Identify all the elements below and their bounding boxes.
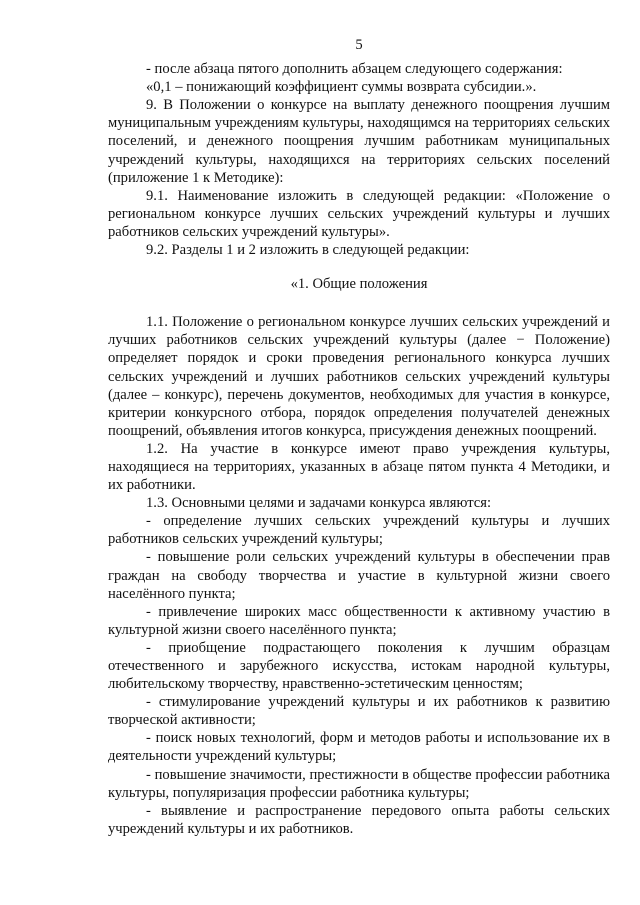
paragraph: 1.1. Положение о региональном конкурсе лучших сельских учреждений и лучших работников сельских учреждений культуры (далее − Положение) определяет порядок и сроки проведения регионального конкурса лучших сельских учреждений и лучших работников сельских учреждений культуры (далее – конкурс), перечень документов, необходимых для участия в конкурсе, критерии конкурсного отбора, порядок определения получателей денежных поощрений, объявления итогов конкурса, присуждения денежных поощрений. xyxy=(108,314,610,439)
intro-block xyxy=(108,60,610,259)
list-item: - приобщение подрастающего поколения к лучшим образцам отечественного и зарубежного искусства, истокам народной культуры, любительскому творчеству, нравственно-эстетическим ценностям; xyxy=(108,639,610,693)
paragraph: 9.1. Наименование изложить в следующей редакции: «Положение о региональном конкурсе лучших сельских учреждений культуры и лучших работников сельских учреждений культуры». xyxy=(108,187,610,240)
list-item: - повышение значимости, престижности в обществе профессии работника культуры, популяризация профессии работника культуры; xyxy=(108,766,610,801)
list-item: - поиск новых технологий, форм и методов работы и использование их в деятельности учреждений культуры; xyxy=(108,730,610,765)
paragraph: - после абзаца пятого дополнить абзацем следующего содержания: xyxy=(146,61,563,78)
section-body xyxy=(108,313,610,838)
paragraph: 9.2. Разделы 1 и 2 изложить в следующей редакции: xyxy=(146,242,470,259)
paragraph: 1.2. На участие в конкурсе имеют право учреждения культуры, находящиеся на территориях, указанных в абзаце пятом пункта 4 Методики, и их работники. xyxy=(108,440,610,494)
section-heading: «1. Общие положения xyxy=(290,276,428,293)
paragraph: 9. В Положении о конкурсе на выплату денежного поощрения лучшим муниципальным учреждениям культуры, находящимся на территориях сельских поселений, и денежного поощрения лучшим работникам муниципальных учреждений культуры, находящихся на территориях сельских поселений (приложение 1 к Методике): xyxy=(108,97,610,186)
list-item: - выявление и распространение передового опыта работы сельских учреждений культуры и их работников. xyxy=(108,802,610,837)
list-item: - повышение роли сельских учреждений культуры в обеспечении прав граждан на свободу творчества и участие в культурной жизни своего населённого пункта; xyxy=(108,549,610,602)
paragraph: 1.3. Основными целями и задачами конкурса являются: xyxy=(146,495,491,512)
list-item: - определение лучших сельских учреждений культуры и лучших работников сельских учреждений культуры; xyxy=(108,513,610,548)
list-item: - привлечение широких масс общественности к активному участию в культурной жизни своего населённого пункта; xyxy=(108,603,610,638)
page-number: 5 xyxy=(355,37,363,53)
list-item: - стимулирование учреждений культуры и их работников к развитию творческой активности; xyxy=(108,694,610,729)
paragraph: «0,1 – понижающий коэффициент суммы возврата субсидии.». xyxy=(146,79,537,96)
